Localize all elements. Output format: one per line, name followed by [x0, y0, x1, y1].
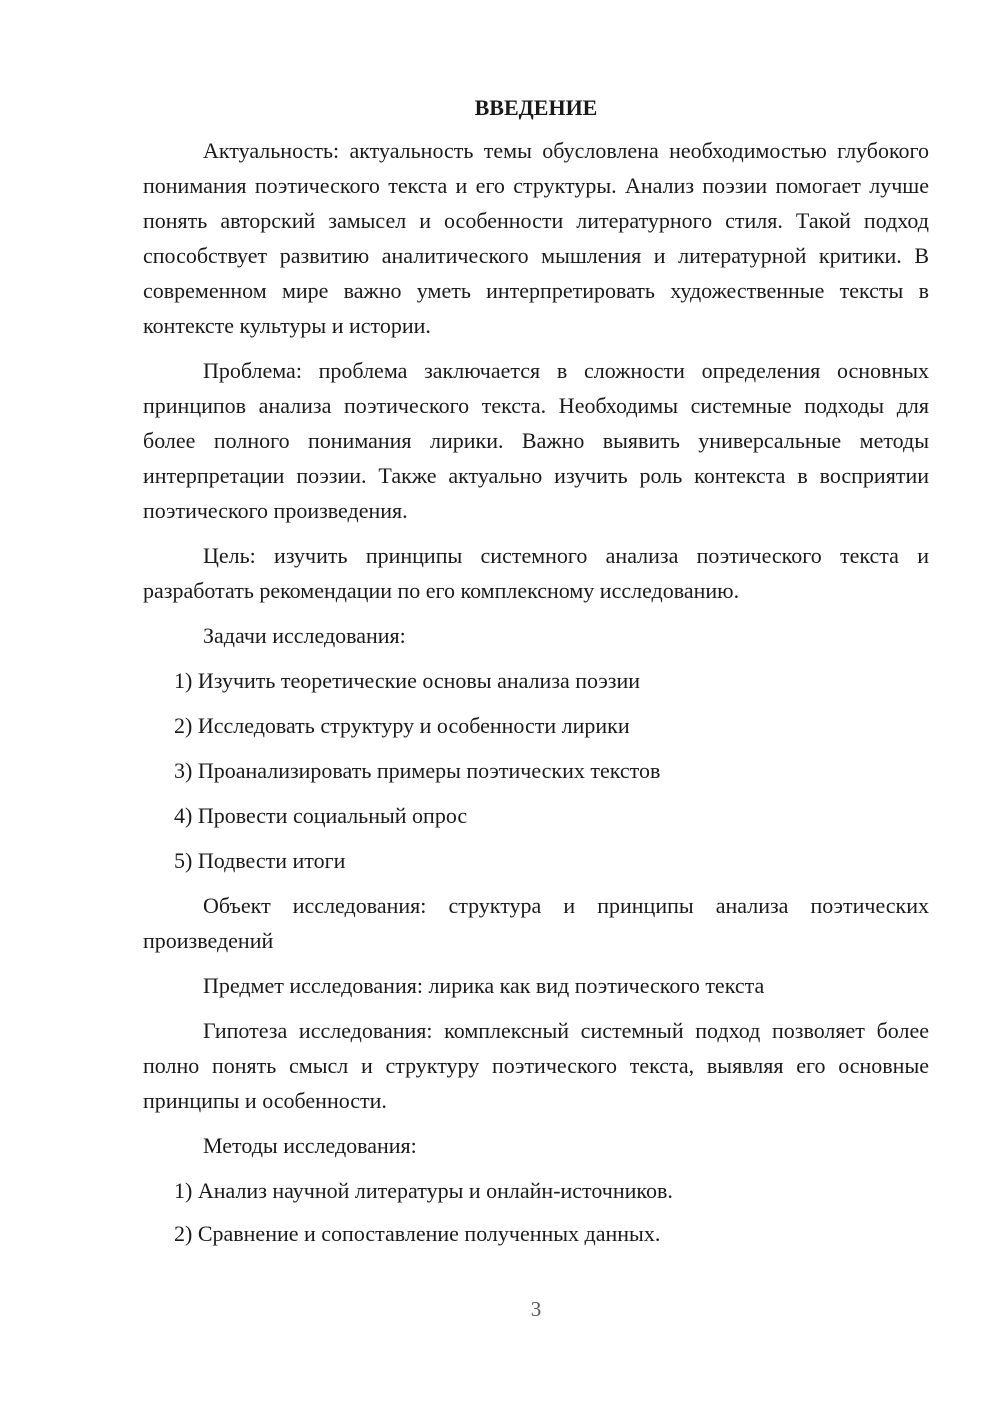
- list-item: 3) Проанализировать примеры поэтических текстов: [174, 758, 661, 783]
- list-item: 1) Изучить теоретические основы анализа поэзии: [174, 668, 641, 693]
- methods-heading: Методы исследования:: [203, 1133, 417, 1158]
- methods-list: [143, 1173, 929, 1251]
- list-item: 4) Провести социальный опрос: [174, 803, 468, 828]
- list-item: 2) Сравнение и сопоставление полученных данных.: [174, 1221, 661, 1246]
- section-title: ВВЕДЕНИЕ: [474, 95, 598, 120]
- page-number: 3: [530, 1297, 542, 1321]
- tasks-heading: Задачи исследования:: [203, 623, 406, 648]
- list-item: 2) Исследовать структуру и особенности лирики: [174, 713, 630, 738]
- list-item: 1) Анализ научной литературы и онлайн-источников.: [174, 1178, 673, 1203]
- hypothesis-paragraph: Гипотеза исследования: комплексный системный подход позволяет более полно понять смысл и структуру поэтического текста, выявляя его основные принципы и особенности.: [143, 1018, 929, 1113]
- relevance-paragraph: Актуальность: актуальность темы обусловлена необходимостью глубокого понимания поэтического текста и его структуры. Анализ поэзии помогает лучше понять авторский замысел и особенности литературного стиля. Такой подход способствует развитию аналитического мышления и литературной критики. В современном мире важно уметь интерпретировать художественные тексты в контексте культуры и истории.: [143, 138, 929, 338]
- problem-paragraph: Проблема: проблема заключается в сложности определения основных принципов анализа поэтического текста. Необходимы системные подходы для более полного понимания лирики. Важно выявить универсальные методы интерпретации поэзии. Также актуально изучить роль контекста в восприятии поэтического произведения.: [143, 358, 929, 523]
- tasks-list: [143, 663, 929, 878]
- goal-paragraph: Цель: изучить принципы системного анализа поэтического текста и разработать рекомендации по его комплексному исследованию.: [143, 543, 929, 603]
- subject-paragraph: Предмет исследования: лирика как вид поэтического текста: [203, 973, 765, 998]
- list-item: 5) Подвести итоги: [174, 848, 346, 873]
- document-page: [143, 90, 929, 1261]
- object-paragraph: Объект исследования: структура и принципы анализа поэтических произведений: [143, 893, 929, 953]
